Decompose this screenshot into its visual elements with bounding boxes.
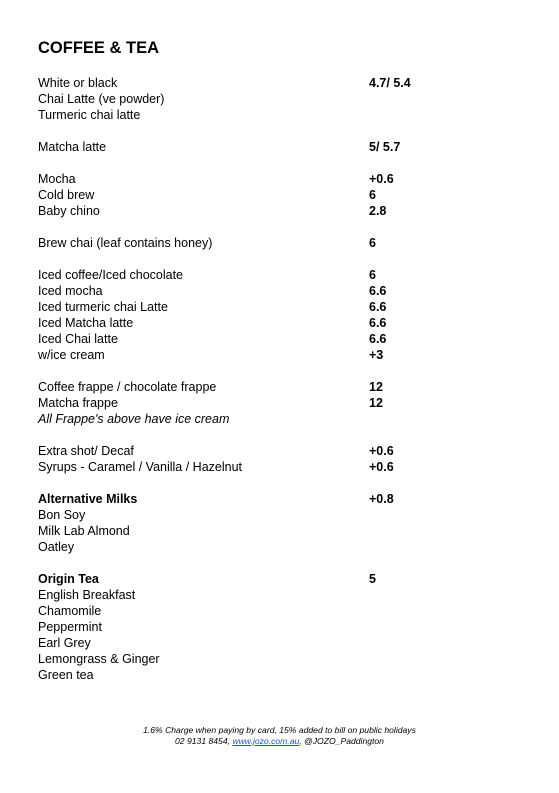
menu-item bbox=[38, 587, 508, 603]
menu-item bbox=[38, 235, 508, 251]
footer-phone: 02 9131 8454, bbox=[175, 736, 233, 746]
menu-item bbox=[38, 619, 508, 635]
item-price: +0.6 bbox=[369, 444, 394, 458]
menu-item bbox=[38, 107, 508, 123]
item-name: Mocha bbox=[38, 172, 76, 186]
section-title: Alternative Milks bbox=[38, 492, 138, 506]
section-heading bbox=[38, 571, 508, 587]
item-name: Chai Latte (ve powder) bbox=[38, 92, 165, 106]
menu-item bbox=[38, 75, 508, 91]
menu-item bbox=[38, 139, 508, 155]
item-price: 6.6 bbox=[369, 316, 387, 330]
menu-item bbox=[38, 635, 508, 651]
menu-item bbox=[38, 603, 508, 619]
item-price: 5 bbox=[369, 572, 376, 586]
item-name: Cold brew bbox=[38, 188, 95, 202]
item-name: Brew chai (leaf contains honey) bbox=[38, 236, 213, 250]
item-name: Lemongrass & Ginger bbox=[38, 652, 160, 666]
menu-item bbox=[38, 187, 508, 203]
menu-item bbox=[38, 267, 508, 283]
menu-item bbox=[38, 91, 508, 107]
item-price: 6 bbox=[369, 188, 376, 202]
item-name: White or black bbox=[38, 76, 118, 90]
item-price: +0.6 bbox=[369, 172, 394, 186]
menu-item bbox=[38, 331, 508, 347]
section-title: Origin Tea bbox=[38, 572, 99, 586]
item-name: Extra shot/ Decaf bbox=[38, 444, 134, 458]
menu-item bbox=[38, 539, 508, 555]
menu-item bbox=[38, 283, 508, 299]
item-price: 12 bbox=[369, 380, 383, 394]
menu-item bbox=[38, 203, 508, 219]
menu-item bbox=[38, 459, 508, 475]
menu-item bbox=[38, 379, 508, 395]
item-name: Baby chino bbox=[38, 204, 100, 218]
item-name: Earl Grey bbox=[38, 636, 91, 650]
footer-note: 1.6% Charge when paying by card, 15% added to bill on public holidays bbox=[143, 725, 416, 735]
item-name: Green tea bbox=[38, 668, 94, 682]
item-name: w/ice cream bbox=[38, 348, 105, 362]
menu-item bbox=[38, 171, 508, 187]
menu-item bbox=[38, 315, 508, 331]
website-link[interactable]: www.jozo.com.au bbox=[232, 736, 300, 746]
item-price: +0.6 bbox=[369, 460, 394, 474]
menu-item bbox=[38, 347, 508, 363]
item-price: 6.6 bbox=[369, 300, 387, 314]
item-price: 6.6 bbox=[369, 332, 387, 346]
item-name: Iced Matcha latte bbox=[38, 316, 134, 330]
item-name: Iced mocha bbox=[38, 284, 103, 298]
item-name: Bon Soy bbox=[38, 508, 86, 522]
item-name: Matcha latte bbox=[38, 140, 107, 154]
item-price: 6.6 bbox=[369, 284, 387, 298]
item-price: 6 bbox=[369, 268, 376, 282]
item-price: 2.8 bbox=[369, 204, 387, 218]
item-name: Peppermint bbox=[38, 620, 102, 634]
item-price: 5/ 5.7 bbox=[369, 140, 401, 154]
frappe-note: All Frappe's above have ice cream bbox=[38, 412, 230, 426]
menu-item bbox=[38, 523, 508, 539]
menu-item bbox=[38, 395, 508, 411]
item-name: Matcha frappe bbox=[38, 396, 118, 410]
item-price: 6 bbox=[369, 236, 376, 250]
item-name: Coffee frappe / chocolate frappe bbox=[38, 380, 217, 394]
menu-title: COFFEE & TEA bbox=[38, 39, 160, 57]
menu-item bbox=[38, 651, 508, 667]
item-name: Syrups - Caramel / Vanilla / Hazelnut bbox=[38, 460, 243, 474]
menu-item bbox=[38, 299, 508, 315]
item-price: 4.7/ 5.4 bbox=[369, 76, 411, 90]
menu-note bbox=[38, 411, 508, 427]
item-price: 12 bbox=[369, 396, 383, 410]
menu-item bbox=[38, 507, 508, 523]
item-name: Milk Lab Almond bbox=[38, 524, 130, 538]
item-name: Turmeric chai latte bbox=[38, 108, 141, 122]
item-name: Iced turmeric chai Latte bbox=[38, 300, 168, 314]
item-name: English Breakfast bbox=[38, 588, 136, 602]
item-name: Iced coffee/Iced chocolate bbox=[38, 268, 184, 282]
footer-handle: , @JOZO_Paddington bbox=[299, 736, 384, 746]
menu-item bbox=[38, 443, 508, 459]
item-name: Oatley bbox=[38, 540, 75, 554]
footer-contact bbox=[0, 736, 559, 747]
item-name: Chamomile bbox=[38, 604, 102, 618]
section-heading bbox=[38, 491, 508, 507]
item-name: Iced Chai latte bbox=[38, 332, 118, 346]
menu-item bbox=[38, 667, 508, 683]
item-price: +0.8 bbox=[369, 492, 394, 506]
item-price: +3 bbox=[369, 348, 384, 362]
